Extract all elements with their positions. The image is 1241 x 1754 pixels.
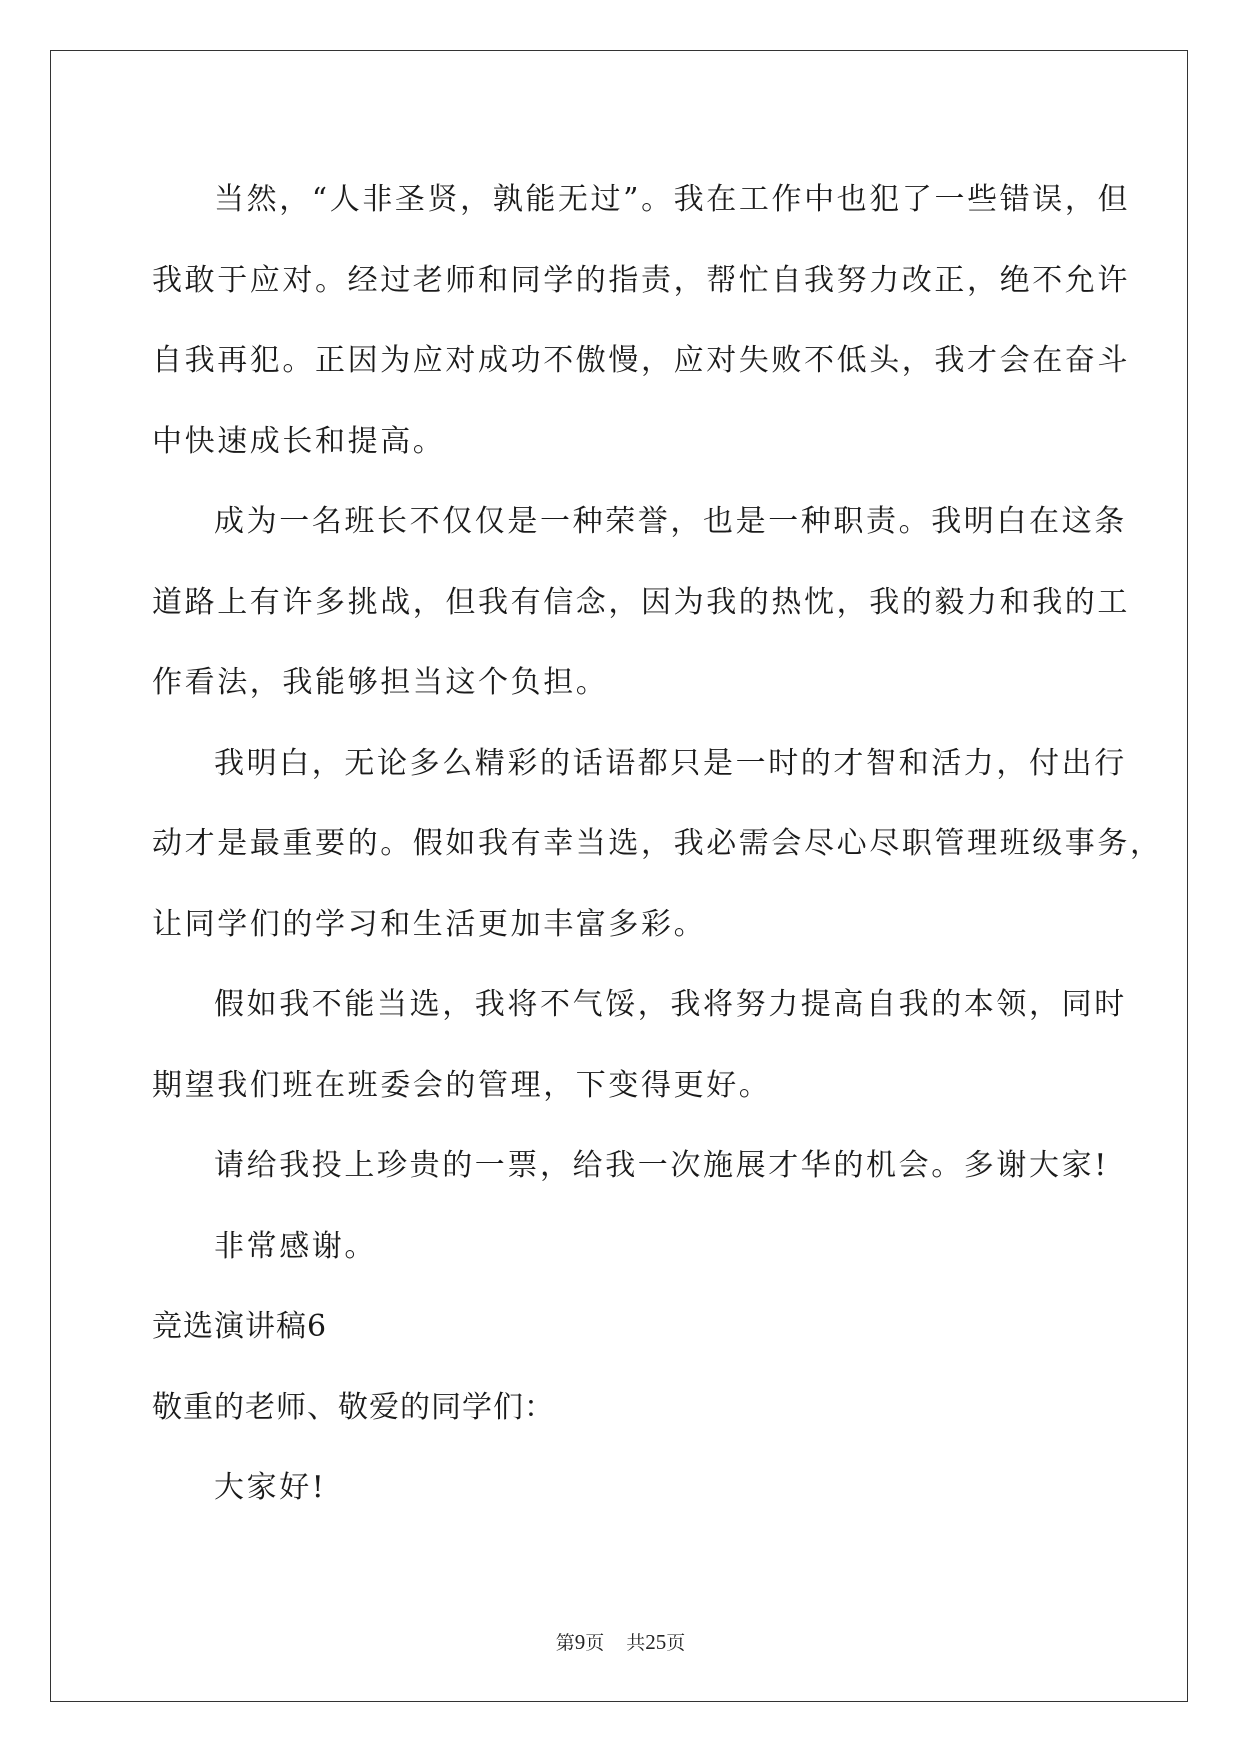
text-line: 让同学们的学习和生活更加丰富多彩。 [152,906,707,942]
salutation: 敬重的老师、敬爱的同学们： [152,1389,555,1425]
footer-prefix: 第 [555,1632,575,1654]
document-body [152,160,1163,1529]
text-line: 当然，“人非圣贤，孰能无过”。我在工作中也犯了一些错误，但 [214,182,1131,217]
text-line: 成为一名班长不仅仅是一种荣誉，也是一种职责。我明白在这条 [214,504,1127,539]
text-line: 假如我不能当选，我将不气馁，我将努力提高自我的本领，同时 [214,987,1127,1022]
text-line: 我敢于应对。经过老师和同学的指责，帮忙自我努力改正，绝不允许 [152,262,1130,298]
footer-total-prefix: 共 [626,1632,646,1654]
text-line: 道路上有许多挑战，但我有信念，因为我的热忱，我的毅力和我的工 [152,584,1130,620]
text-line: 非常感谢。 [214,1228,377,1264]
text-line: 请给我投上珍贵的一票，给我一次施展才华的机会。多谢大家! [214,1148,1109,1183]
current-page-number: 9 [574,1630,586,1654]
footer-page-unit: 页 [585,1632,605,1654]
text-line: 期望我们班在班委会的管理，下变得更好。 [152,1067,772,1103]
section-heading: 竞选演讲稿6 [152,1309,328,1344]
total-page-count: 25 [645,1630,667,1654]
text-line: 我明白，无论多么精彩的话语都只是一时的才智和活力，付出行 [214,745,1127,781]
greeting: 大家好! [214,1470,327,1505]
text-line: 自我再犯。正因为应对成功不傲慢，应对失败不低头，我才会在奋斗 [152,343,1130,378]
footer-total-unit: 页 [666,1632,686,1654]
text-line: 中快速成长和提高。 [152,423,446,459]
page-footer [0,1628,1241,1655]
text-line: 作看法，我能够担当这个负担。 [152,665,609,700]
text-line: 动才是最重要的。假如我有幸当选，我必需会尽心尽职管理班级事务， [152,826,1163,861]
